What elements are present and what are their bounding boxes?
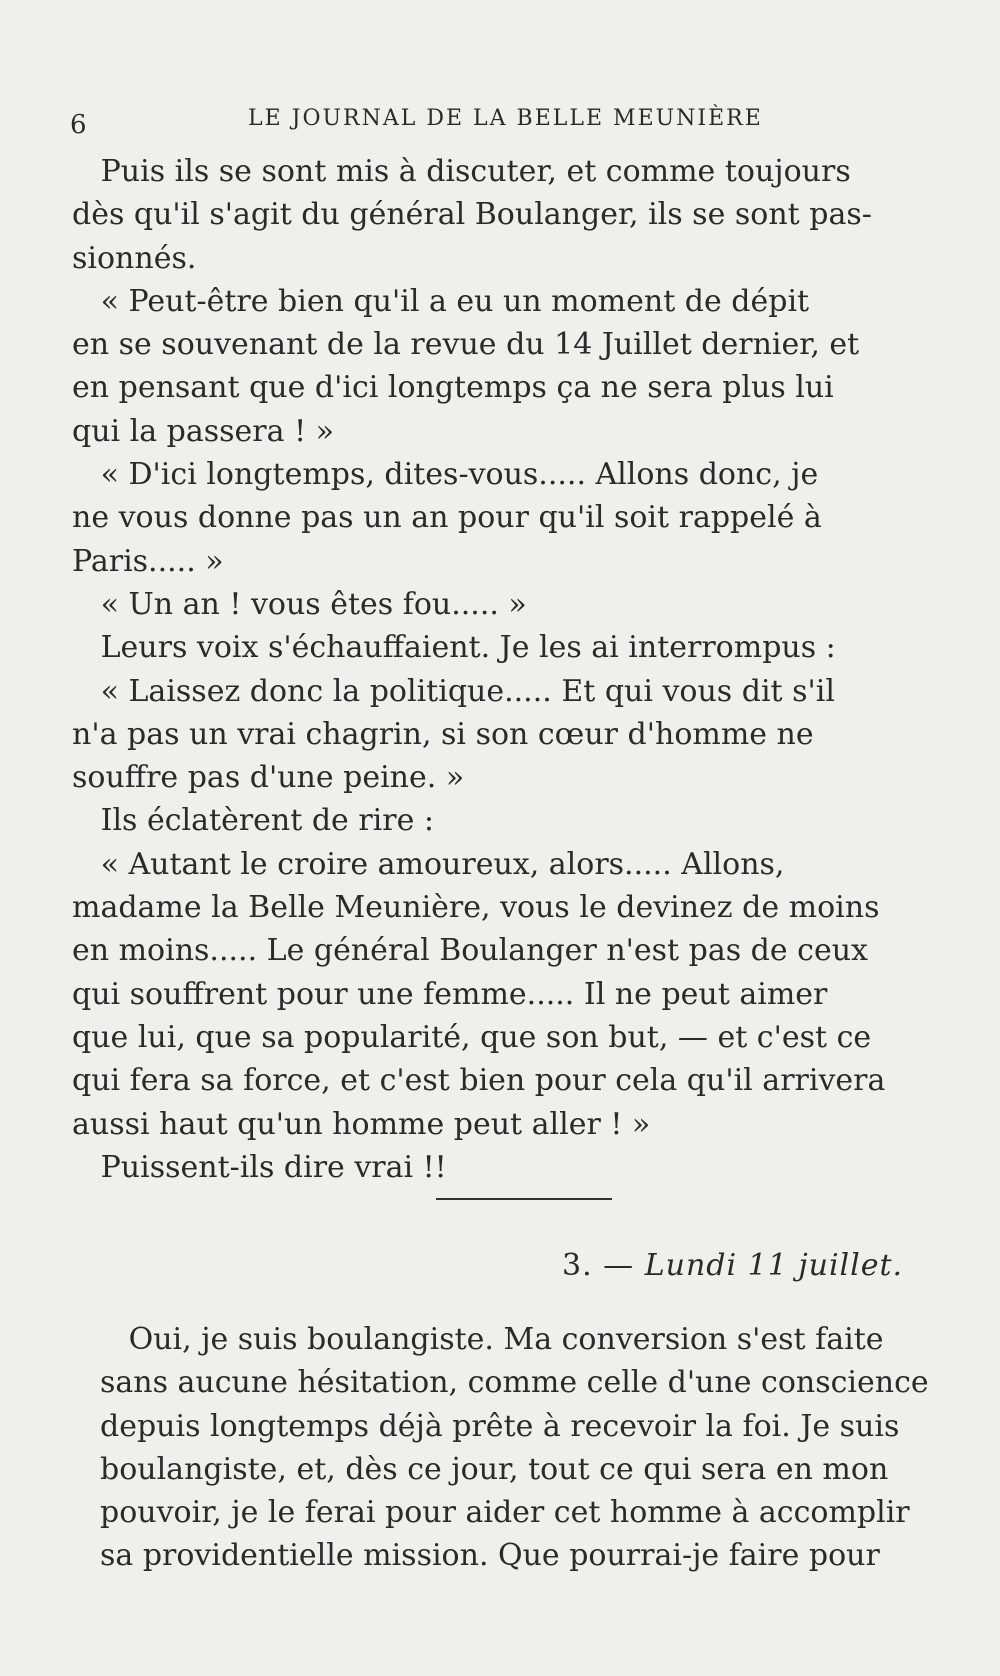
text-line: sionnés. xyxy=(72,240,197,276)
text-line: boulangiste, et, dès ce jour, tout ce qui sera en mon xyxy=(100,1451,889,1487)
text-line: Ils éclatèrent de rire : xyxy=(72,803,435,839)
text-line: qui fera sa force, et c'est bien pour cela qu'il arrivera xyxy=(72,1063,886,1099)
text-line: pouvoir, je le ferai pour aider cet homme à accomplir xyxy=(100,1495,910,1531)
text-line: n'a pas un vrai chagrin, si son cœur d'homme ne xyxy=(72,716,814,752)
entry-heading xyxy=(562,1248,903,1283)
text-line: qui la passera ! » xyxy=(72,413,335,449)
text-line: Puissent-ils dire vrai !! xyxy=(72,1149,447,1185)
running-title: LE JOURNAL DE LA BELLE MEUNIÈRE xyxy=(248,106,763,131)
text-line: qui souffrent pour une femme..... Il ne peut aimer xyxy=(72,976,828,1012)
text-line: Puis ils se sont mis à discuter, et comme toujours xyxy=(72,154,851,189)
text-line: en pensant que d'ici longtemps ça ne sera plus lui xyxy=(72,370,834,406)
text-line: « D'ici longtemps, dites-vous..... Allons donc, je xyxy=(72,457,819,493)
text-line: Leurs voix s'échauffaient. Je les ai interrompus : xyxy=(72,630,836,666)
text-line: sans aucune hésitation, comme celle d'une conscience xyxy=(100,1365,929,1401)
text-line: sa providentielle mission. Que pourrai-je faire pour xyxy=(100,1538,880,1574)
text-line: « Peut-être bien qu'il a eu un moment de dépit xyxy=(72,283,810,319)
text-line: « Autant le croire amoureux, alors..... Allons, xyxy=(72,846,785,882)
text-line: « Un an ! vous êtes fou..... » xyxy=(72,586,527,622)
text-line: « Laissez donc la politique..... Et qui vous dit s'il xyxy=(72,673,835,709)
text-line: Paris..... » xyxy=(72,543,224,579)
text-line: depuis longtemps déjà prête à recevoir la foi. Je suis xyxy=(100,1408,900,1444)
entry-date: Lundi 11 juillet. xyxy=(644,1248,904,1283)
text-line: que lui, que sa popularité, que son but, — et c'est ce xyxy=(72,1019,872,1055)
entry-body-text xyxy=(100,1318,980,1578)
text-line: souffre pas d'une peine. » xyxy=(72,760,465,796)
text-line: ne vous donne pas un an pour qu'il soit rappelé à xyxy=(72,500,822,536)
page-body-text xyxy=(72,150,952,1189)
text-line: madame la Belle Meunière, vous le devinez de moins xyxy=(72,890,880,926)
text-line: en se souvenant de la revue du 14 Juillet dernier, et xyxy=(72,327,860,363)
text-line: en moins..... Le général Boulanger n'est pas de ceux xyxy=(72,933,868,969)
text-line: dès qu'il s'agit du général Boulanger, ils se sont pas- xyxy=(72,197,872,233)
text-line: Oui, je suis boulangiste. Ma conversion s'est faite xyxy=(100,1322,884,1357)
entry-number: 3. — xyxy=(562,1248,635,1283)
section-divider xyxy=(436,1198,612,1200)
page-number: 6 xyxy=(70,110,88,140)
text-line: aussi haut qu'un homme peut aller ! » xyxy=(72,1106,651,1142)
